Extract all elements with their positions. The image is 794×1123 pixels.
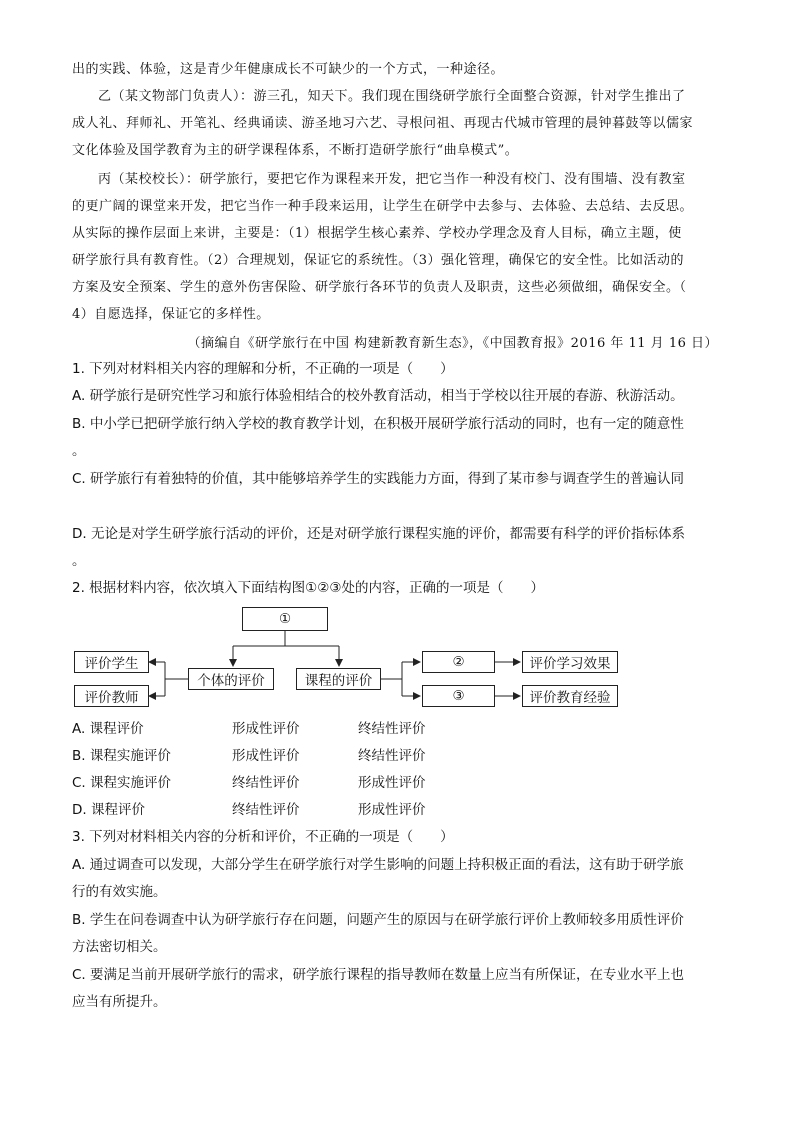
diagram-box-evaluate-experience: 评价教育经验 xyxy=(522,685,618,707)
passage-source: （摘编自《研学旅行在中国 构建新教育新生态》，《中国教育报》2016 年 11 月 16 日） xyxy=(187,336,718,351)
diagram-box-evaluate-teachers: 评价教师 xyxy=(74,685,149,707)
diagram-box-slot-3: ③ xyxy=(422,685,495,707)
q2-option-b-slot3: 终结性评价 xyxy=(358,748,426,764)
diagram-box-slot-2: ② xyxy=(422,651,495,673)
passage-bing-line: 4）自愿选择，保证它的多样性。 xyxy=(72,307,270,322)
q1-stem: 1. 下列对材料相关内容的理解和分析，不正确的一项是（ ） xyxy=(72,361,454,377)
passage-bing-line: 的更广阔的课堂来开发，把它当作一种手段来运用，让学生在研学中去参与、去体验、去总结、去反思。 xyxy=(72,199,694,214)
q2-stem: 2. 根据材料内容，依次填入下面结构图①②③处的内容，正确的一项是（ ） xyxy=(72,580,544,596)
passage-yi-line: 成人礼、拜师礼、开笔礼、经典诵读、游圣地习六艺、寻根问祖、再现古代城市管理的晨钟暮鼓等以儒家 xyxy=(72,116,694,131)
passage-bing-line: 研学旅行具有教育性。（2）合理规划，保证它的系统性。（3）强化管理，确保它的安全性。比如活动的 xyxy=(72,253,685,268)
q1-option-a: A. 研学旅行是研究性学习和旅行体验相结合的校外教育活动，相当于学校以往开展的春游、秋游活动。 xyxy=(72,388,684,404)
q1-option-d: D. 无论是对学生研学旅行活动的评价，还是对研学旅行课程实施的评价，都需要有科学的评价指标体系 xyxy=(72,526,685,542)
q3-stem: 3. 下列对材料相关内容的分析和评价，不正确的一项是（ ） xyxy=(72,829,454,845)
passage-yi-line: 乙（某文物部门负责人）：游三孔，知天下。我们现在围绕研学旅行全面整合资源，针对学生推出了 xyxy=(98,89,686,104)
q2-option-a-slot2: 形成性评价 xyxy=(232,721,300,737)
q3-option-a: A. 通过调查可以发现，大部分学生在研学旅行对学生影响的问题上持积极正面的看法，这有助于研学旅 xyxy=(72,857,684,873)
q2-option-d-slot3: 形成性评价 xyxy=(358,802,426,818)
passage-line: 出的实践、体验，这是青少年健康成长不可缺少的一个方式，一种途径。 xyxy=(72,62,505,77)
diagram-box-slot-1: ① xyxy=(242,607,328,631)
q3-option-c-cont: 应当有所提升。 xyxy=(72,994,167,1010)
q2-option-a-slot3: 终结性评价 xyxy=(358,721,426,737)
diagram-box-evaluate-learning: 评价学习效果 xyxy=(522,651,618,673)
diagram-box-individual-evaluation: 个体的评价 xyxy=(188,668,274,690)
q1-option-b: B. 中小学已把研学旅行纳入学校的教育教学计划，在积极开展研学旅行活动的同时，也有一定的随意性 xyxy=(72,416,684,432)
passage-bing-line: 方案及安全预案、学生的意外伤害保险、研学旅行各环节的负责人及职责，这些必须做细，确保安全。（ xyxy=(72,280,687,295)
q1-option-b-cont: 。 xyxy=(72,443,86,459)
q3-option-a-cont: 行的有效实施。 xyxy=(72,884,167,900)
q2-option-d: D. 课程评价 xyxy=(72,802,145,818)
q1-option-d-cont: 。 xyxy=(72,553,86,569)
q2-option-b-slot2: 形成性评价 xyxy=(232,748,300,764)
diagram-box-evaluate-students: 评价学生 xyxy=(74,651,149,673)
q2-option-b: B. 课程实施评价 xyxy=(72,748,171,764)
q2-option-d-slot2: 终结性评价 xyxy=(232,802,300,818)
q3-option-b: B. 学生在问卷调查中认为研学旅行存在问题，问题产生的原因与在研学旅行评价上教师较多用质性评价 xyxy=(72,912,684,928)
q3-option-c: C. 要满足当前开展研学旅行的需求，研学旅行课程的指导教师在数量上应当有所保证，在专业水平上也 xyxy=(72,967,685,983)
q2-option-c-slot3: 形成性评价 xyxy=(358,775,426,791)
passage-yi-line: 文化体验及国学教育为主的研学课程体系，不断打造研学旅行“曲阜模式”。 xyxy=(72,143,519,158)
q3-option-b-cont: 方法密切相关。 xyxy=(72,939,167,955)
q2-option-c-slot2: 终结性评价 xyxy=(232,775,300,791)
q1-option-c: C. 研学旅行有着独特的价值，其中能够培养学生的实践能力方面，得到了某市参与调查学生的普遍认同 xyxy=(72,471,685,487)
passage-bing-line: 丙（某校校长）：研学旅行，要把它作为课程来开发，把它当作一种没有校门、没有围墙、没有教室 xyxy=(98,172,686,187)
passage-bing-line: 从实际的操作层面上来讲，主要是：（1）根据学生核心素养、学校办学理念及育人目标，确立主题，使 xyxy=(72,226,682,241)
q2-option-c: C. 课程实施评价 xyxy=(72,775,172,791)
diagram-box-course-evaluation: 课程的评价 xyxy=(296,668,381,690)
q2-option-a: A. 课程评价 xyxy=(72,721,144,737)
